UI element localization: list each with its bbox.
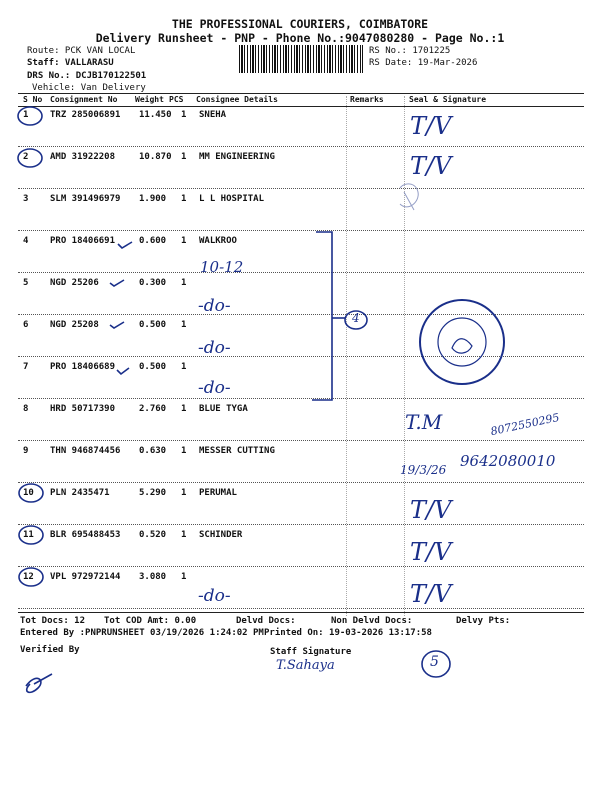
row-consignment: THN 946874456: [50, 446, 121, 456]
phone-row-8: 8072550295: [489, 410, 561, 439]
sign-row-10: T/V: [410, 496, 452, 524]
sign-row-1: T/V: [410, 112, 452, 140]
sno-circle-12: [19, 568, 43, 586]
sign-row-11: T/V: [410, 538, 452, 566]
row-sno: 3: [23, 194, 29, 204]
sno-circle-2: [18, 149, 42, 167]
row-pcs: 1: [181, 194, 187, 204]
delvy-pts: Delvy Pts:: [456, 616, 511, 626]
sign-row-2: T/V: [410, 152, 452, 180]
row-pcs: 1: [181, 278, 187, 288]
staff-label: Staff: VALLARASU: [27, 58, 114, 68]
bracket-rows-4-7: [312, 232, 332, 400]
row-weight: 0.300: [139, 278, 167, 288]
drs-number: DRS No.: DCJB170122501: [27, 71, 147, 81]
row-consignee: SNEHA: [199, 110, 227, 120]
col-seal: Seal & Signature: [409, 95, 487, 104]
phone-row-9: 9642080010: [460, 452, 556, 470]
row-consignment: PLN 2435471: [50, 488, 110, 498]
row-consignment: PRO 18406691: [50, 236, 116, 246]
row-weight: 0.600: [139, 236, 167, 246]
row-sno: 11: [23, 530, 34, 540]
row-consignee: L L HOSPITAL: [199, 194, 265, 204]
walkaroo-stamp: [420, 300, 504, 384]
note-time: 10-12: [200, 258, 244, 276]
row-consignment: AMD 31922208: [50, 152, 116, 162]
row-consignee: SCHINDER: [199, 530, 243, 540]
company-title: THE PROFESSIONAL COURIERS, COIMBATORE: [171, 17, 429, 31]
runsheet-subtitle: Delivery Runsheet - PNP - Phone No.:9047080280 - Page No.:1: [95, 31, 505, 45]
row-pcs: 1: [181, 236, 187, 246]
row-pcs: 1: [181, 320, 187, 330]
row-weight: 0.500: [139, 320, 167, 330]
entered-by: Entered By :PNPRUNSHEET 03/19/2026 1:24:02 PM: [20, 628, 264, 638]
row-pcs: 1: [181, 530, 187, 540]
row-sno: 8: [23, 404, 29, 414]
ditto-row-6: -do-: [198, 338, 231, 358]
ditto-row-12: -do-: [198, 586, 231, 606]
row-sno: 4: [23, 236, 29, 246]
staff-signature: T.Sahaya: [276, 658, 335, 673]
tot-cod-amt: Tot COD Amt: 0.00: [104, 616, 197, 626]
hospital-stamp: [400, 184, 418, 210]
row-weight: 3.080: [139, 572, 167, 582]
row-pcs: 1: [181, 110, 187, 120]
col-consignee: Consignee Details: [196, 95, 278, 104]
row-consignee: MESSER CUTTING: [199, 446, 275, 456]
col-sno: S No: [23, 95, 43, 104]
tick-row-5: [110, 280, 124, 286]
row-consignment: NGD 25208: [50, 320, 99, 330]
delvd-docs: Delvd Docs:: [236, 616, 296, 626]
row-sno: 9: [23, 446, 29, 456]
row-consignment: BLR 695488453: [50, 530, 121, 540]
row-consignment: VPL 972972144: [50, 572, 121, 582]
row-sno: 1: [23, 110, 29, 120]
row-pcs: 1: [181, 488, 187, 498]
row-sno: 6: [23, 320, 29, 330]
printed-on: Printed On: 19-03-2026 13:17:58: [264, 628, 432, 638]
row-sno: 12: [23, 572, 34, 582]
row-consignee: MM ENGINEERING: [199, 152, 275, 162]
row-sno: 10: [23, 488, 34, 498]
row-weight: 0.500: [139, 362, 167, 372]
footer-circle-number: 5: [430, 654, 439, 670]
verified-by: Verified By: [20, 645, 80, 655]
verified-signature-icon: [26, 674, 52, 692]
col-consignment: Consignment No: [50, 95, 118, 104]
rs-date: RS Date: 19-Mar-2026: [369, 58, 478, 68]
row-consignee: PERUMAL: [199, 488, 237, 498]
row-consignee: WALKROO: [199, 236, 237, 246]
col-remarks: Remarks: [350, 95, 384, 104]
ditto-row-7: -do-: [198, 378, 231, 398]
row-pcs: 1: [181, 404, 187, 414]
row-consignment: SLM 391496979: [50, 194, 121, 204]
row-consignment: PRO 18406689: [50, 362, 116, 372]
row-sno: 2: [23, 152, 29, 162]
row-sno: 7: [23, 362, 29, 372]
vehicle-label: Vehicle: Van Delivery: [32, 83, 146, 93]
sno-circle-1: [18, 107, 42, 125]
bracket-count: 4: [352, 311, 360, 325]
row-pcs: 1: [181, 362, 187, 372]
tick-row-7: [117, 368, 129, 374]
row-consignment: TRZ 285006891: [50, 110, 121, 120]
col-weight: Weight: [135, 95, 164, 104]
row-weight: 0.630: [139, 446, 167, 456]
row-pcs: 1: [181, 572, 187, 582]
row-weight: 1.900: [139, 194, 167, 204]
row-weight: 5.290: [139, 488, 167, 498]
row-pcs: 1: [181, 446, 187, 456]
tot-docs: Tot Docs: 12: [20, 616, 86, 626]
tick-row-6: [110, 322, 124, 328]
row-weight: 0.520: [139, 530, 167, 540]
row-consignment: HRD 50717390: [50, 404, 116, 414]
sign-row-12: T/V: [410, 580, 452, 608]
sno-circle-11: [19, 526, 43, 544]
non-delvd-docs: Non Delvd Docs:: [331, 616, 413, 626]
row-weight: 10.870: [139, 152, 172, 162]
row-weight: 11.450: [139, 110, 172, 120]
row-consignment: NGD 25206: [50, 278, 99, 288]
staff-signature-label: Staff Signature: [270, 647, 352, 657]
row-consignee: BLUE TYGA: [199, 404, 248, 414]
ditto-row-5: -do-: [198, 296, 231, 316]
row-sno: 5: [23, 278, 29, 288]
route-label: Route: PCK VAN LOCAL: [27, 46, 136, 56]
row-weight: 2.760: [139, 404, 167, 414]
row-pcs: 1: [181, 152, 187, 162]
date-row-9: 19/3/26: [400, 463, 447, 477]
sno-circle-10: [19, 484, 43, 502]
sign-row-8: T.M: [405, 410, 443, 434]
rs-number: RS No.: 1701225: [369, 46, 451, 56]
tick-row-4: [118, 242, 132, 248]
col-pcs: PCS: [169, 95, 184, 104]
